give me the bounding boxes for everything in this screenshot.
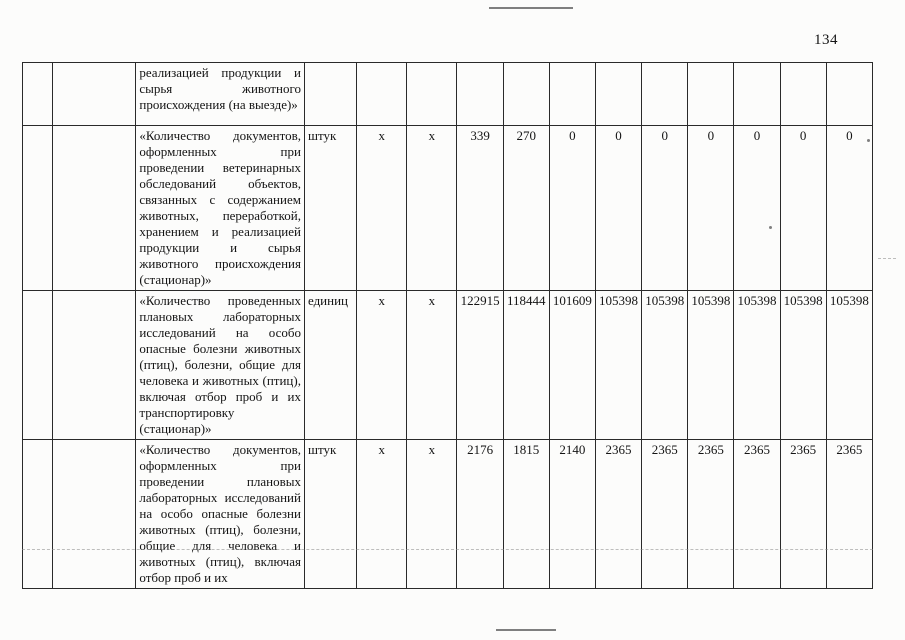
- value-cell: [734, 63, 780, 126]
- value-cell: [549, 63, 595, 126]
- value-cell: 105398: [780, 291, 826, 440]
- value-cell: 2365: [595, 440, 641, 589]
- unit-cell: штук: [304, 440, 356, 589]
- value-cell: 0: [642, 126, 688, 291]
- value-cell: 0: [780, 126, 826, 291]
- indicator-cell: «Количество проведенных плановых лабораторных исследований на особо опасные болезни животных (птиц), болезни, общие для человека и животных (птиц), включая отбор проб и их транспортировку (стационар)»: [136, 291, 305, 440]
- value-cell: 101609: [549, 291, 595, 440]
- table-row: [23, 440, 873, 589]
- value-cell: [595, 63, 641, 126]
- value-cell: х: [357, 440, 407, 589]
- value-cell: 2140: [549, 440, 595, 589]
- indicator-cell: «Количество документов, оформленных при проведении ветеринарных обследований объектов, связанных с содержанием животных, переработкой, хранением и реализацией продукции и сырья животного происхождения (стационар)»: [136, 126, 305, 291]
- unit-cell: штук: [304, 126, 356, 291]
- table-row: [23, 126, 873, 291]
- page-number: 134: [814, 32, 838, 48]
- indicator-cell: «Количество документов, оформленных при проведении плановых лабораторных исследований на особо опасные болезни животных (птиц), болезни, общие для человека и животных (птиц), включая отбор проб и их: [136, 440, 305, 589]
- empty-cell: [53, 63, 136, 126]
- empty-cell: [23, 291, 53, 440]
- value-cell: [642, 63, 688, 126]
- empty-cell: [23, 63, 53, 126]
- value-cell: 270: [503, 126, 549, 291]
- value-cell: 2365: [734, 440, 780, 589]
- empty-cell: [53, 440, 136, 589]
- value-cell: 105398: [642, 291, 688, 440]
- scan-artifact-dashed-line: [22, 549, 873, 550]
- scan-artifact-top-line: [489, 7, 573, 9]
- value-cell: х: [407, 291, 457, 440]
- unit-cell: единиц: [304, 291, 356, 440]
- scan-artifact-bottom-line: [496, 629, 556, 631]
- value-cell: 118444: [503, 291, 549, 440]
- value-cell: 122915: [457, 291, 503, 440]
- indicators-table-body: [23, 63, 873, 589]
- value-cell: 2365: [642, 440, 688, 589]
- value-cell: [457, 63, 503, 126]
- value-cell: 105398: [595, 291, 641, 440]
- unit-cell: [304, 63, 356, 126]
- value-cell: [826, 63, 872, 126]
- value-cell: 0: [595, 126, 641, 291]
- value-cell: 105398: [688, 291, 734, 440]
- empty-cell: [23, 440, 53, 589]
- value-cell: 1815: [503, 440, 549, 589]
- value-cell: 0: [688, 126, 734, 291]
- indicators-table: [22, 62, 873, 589]
- scan-artifact-dot-2: [867, 139, 870, 142]
- value-cell: х: [357, 126, 407, 291]
- empty-cell: [53, 291, 136, 440]
- value-cell: 105398: [826, 291, 872, 440]
- value-cell: [357, 63, 407, 126]
- value-cell: 2365: [826, 440, 872, 589]
- indicator-cell: реализацией продукции и сырья животного происхождения (на выезде)»: [136, 63, 305, 126]
- table-row: [23, 63, 873, 126]
- value-cell: 2176: [457, 440, 503, 589]
- empty-cell: [53, 126, 136, 291]
- scan-artifact-margin-dash: [878, 258, 896, 259]
- value-cell: 0: [826, 126, 872, 291]
- value-cell: 2365: [780, 440, 826, 589]
- value-cell: 0: [549, 126, 595, 291]
- value-cell: [503, 63, 549, 126]
- scan-artifact-dot-1: [769, 226, 772, 229]
- value-cell: [407, 63, 457, 126]
- empty-cell: [23, 126, 53, 291]
- value-cell: 339: [457, 126, 503, 291]
- value-cell: 0: [734, 126, 780, 291]
- value-cell: х: [407, 440, 457, 589]
- value-cell: 105398: [734, 291, 780, 440]
- value-cell: 2365: [688, 440, 734, 589]
- value-cell: [688, 63, 734, 126]
- value-cell: [780, 63, 826, 126]
- table-row: [23, 291, 873, 440]
- value-cell: х: [407, 126, 457, 291]
- value-cell: х: [357, 291, 407, 440]
